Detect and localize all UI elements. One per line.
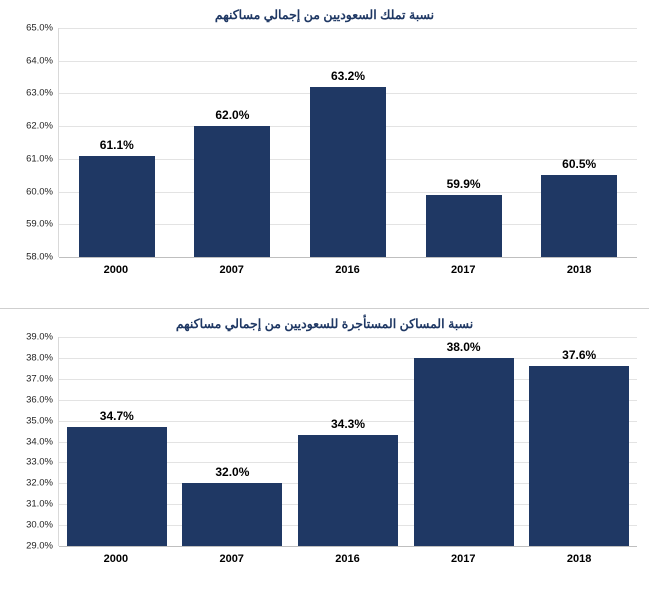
bar-value-label: 34.3%: [330, 417, 365, 432]
bar-value-label: 59.9%: [446, 176, 481, 191]
bar[interactable]: [79, 137, 155, 257]
y-tick-label: 32.0%: [26, 477, 53, 489]
bar[interactable]: [310, 68, 386, 257]
y-tick-label: 65.0%: [26, 22, 53, 34]
x-tick-label: 2016: [335, 264, 360, 276]
x-tick-label: 2016: [335, 553, 360, 565]
x-tick-label: 2007: [219, 264, 244, 276]
x-tick-label: 2018: [566, 264, 592, 276]
x-tick-label: 2000: [103, 264, 129, 276]
y-tick-label: 60.0%: [26, 186, 53, 198]
y-tick-label: 59.0%: [26, 218, 53, 230]
bar-slot: [521, 28, 637, 257]
bar-slot: [59, 337, 175, 546]
y-axis-ownership: [12, 22, 58, 283]
y-tick-label: 37.0%: [26, 373, 53, 385]
y-tick-label: 31.0%: [26, 498, 53, 510]
x-tick-label: 2018: [566, 553, 592, 565]
bar[interactable]: [529, 348, 629, 546]
y-tick-label: 35.0%: [26, 415, 53, 427]
rental-chart-panel: [0, 309, 649, 592]
bar-value-label: 62.0%: [215, 108, 250, 123]
bar-series-rental: [59, 337, 637, 546]
bar-series-ownership: [59, 28, 637, 257]
x-tick-label: 2000: [103, 553, 129, 565]
bar[interactable]: [414, 339, 514, 546]
bar[interactable]: [194, 108, 270, 257]
y-tick-label: 39.0%: [26, 331, 53, 343]
y-tick-label: 30.0%: [26, 519, 53, 531]
chart-title-ownership: نسبة تملك السعوديين من إجمالي مساكنهم: [214, 8, 435, 22]
bar-slot: [175, 337, 291, 546]
bar-slot: [175, 28, 291, 257]
bar-slot: [406, 28, 522, 257]
bar-value-label: 37.6%: [562, 348, 597, 363]
bar-value-label: 63.2%: [330, 68, 365, 83]
bar-value-label: 61.1%: [99, 137, 134, 152]
y-tick-label: 61.0%: [26, 153, 53, 165]
y-tick-label: 58.0%: [26, 251, 53, 263]
y-tick-label: 33.0%: [26, 456, 53, 468]
bar[interactable]: [67, 408, 167, 546]
bar-value-label: 34.7%: [99, 408, 134, 423]
x-tick-label: 2017: [451, 553, 476, 565]
bar[interactable]: [298, 417, 398, 546]
x-axis-rental: [58, 546, 637, 572]
bar-slot: [406, 337, 522, 546]
grid-area-ownership: [58, 28, 637, 257]
y-tick-label: 63.0%: [26, 87, 53, 99]
x-tick-label: 2017: [451, 264, 476, 276]
bar[interactable]: [182, 465, 282, 546]
bar-slot: [521, 337, 637, 546]
bar[interactable]: [541, 157, 617, 257]
bar-value-label: 38.0%: [446, 339, 481, 354]
plot-area-rental: [12, 331, 637, 572]
y-tick-label: 36.0%: [26, 394, 53, 406]
bar-slot: [59, 28, 175, 257]
grid-area-rental: [58, 337, 637, 546]
chart-title-rental: نسبة المساكن المستأجرة للسعوديين من إجمالي مساكنهم: [175, 317, 474, 331]
bar-value-label: 60.5%: [562, 157, 597, 172]
bar[interactable]: [426, 176, 502, 257]
y-tick-label: 64.0%: [26, 55, 53, 67]
bar-slot: [290, 28, 406, 257]
y-tick-label: 34.0%: [26, 436, 53, 447]
y-axis-rental: [12, 331, 58, 572]
x-tick-label: 2007: [219, 553, 244, 565]
x-axis-ownership: [58, 257, 637, 283]
y-tick-label: 29.0%: [26, 540, 53, 552]
y-tick-label: 62.0%: [26, 120, 53, 132]
bar-value-label: 32.0%: [215, 465, 250, 480]
y-tick-label: 38.0%: [26, 352, 53, 364]
plot-area-ownership: [12, 22, 637, 283]
bar-slot: [290, 337, 406, 546]
